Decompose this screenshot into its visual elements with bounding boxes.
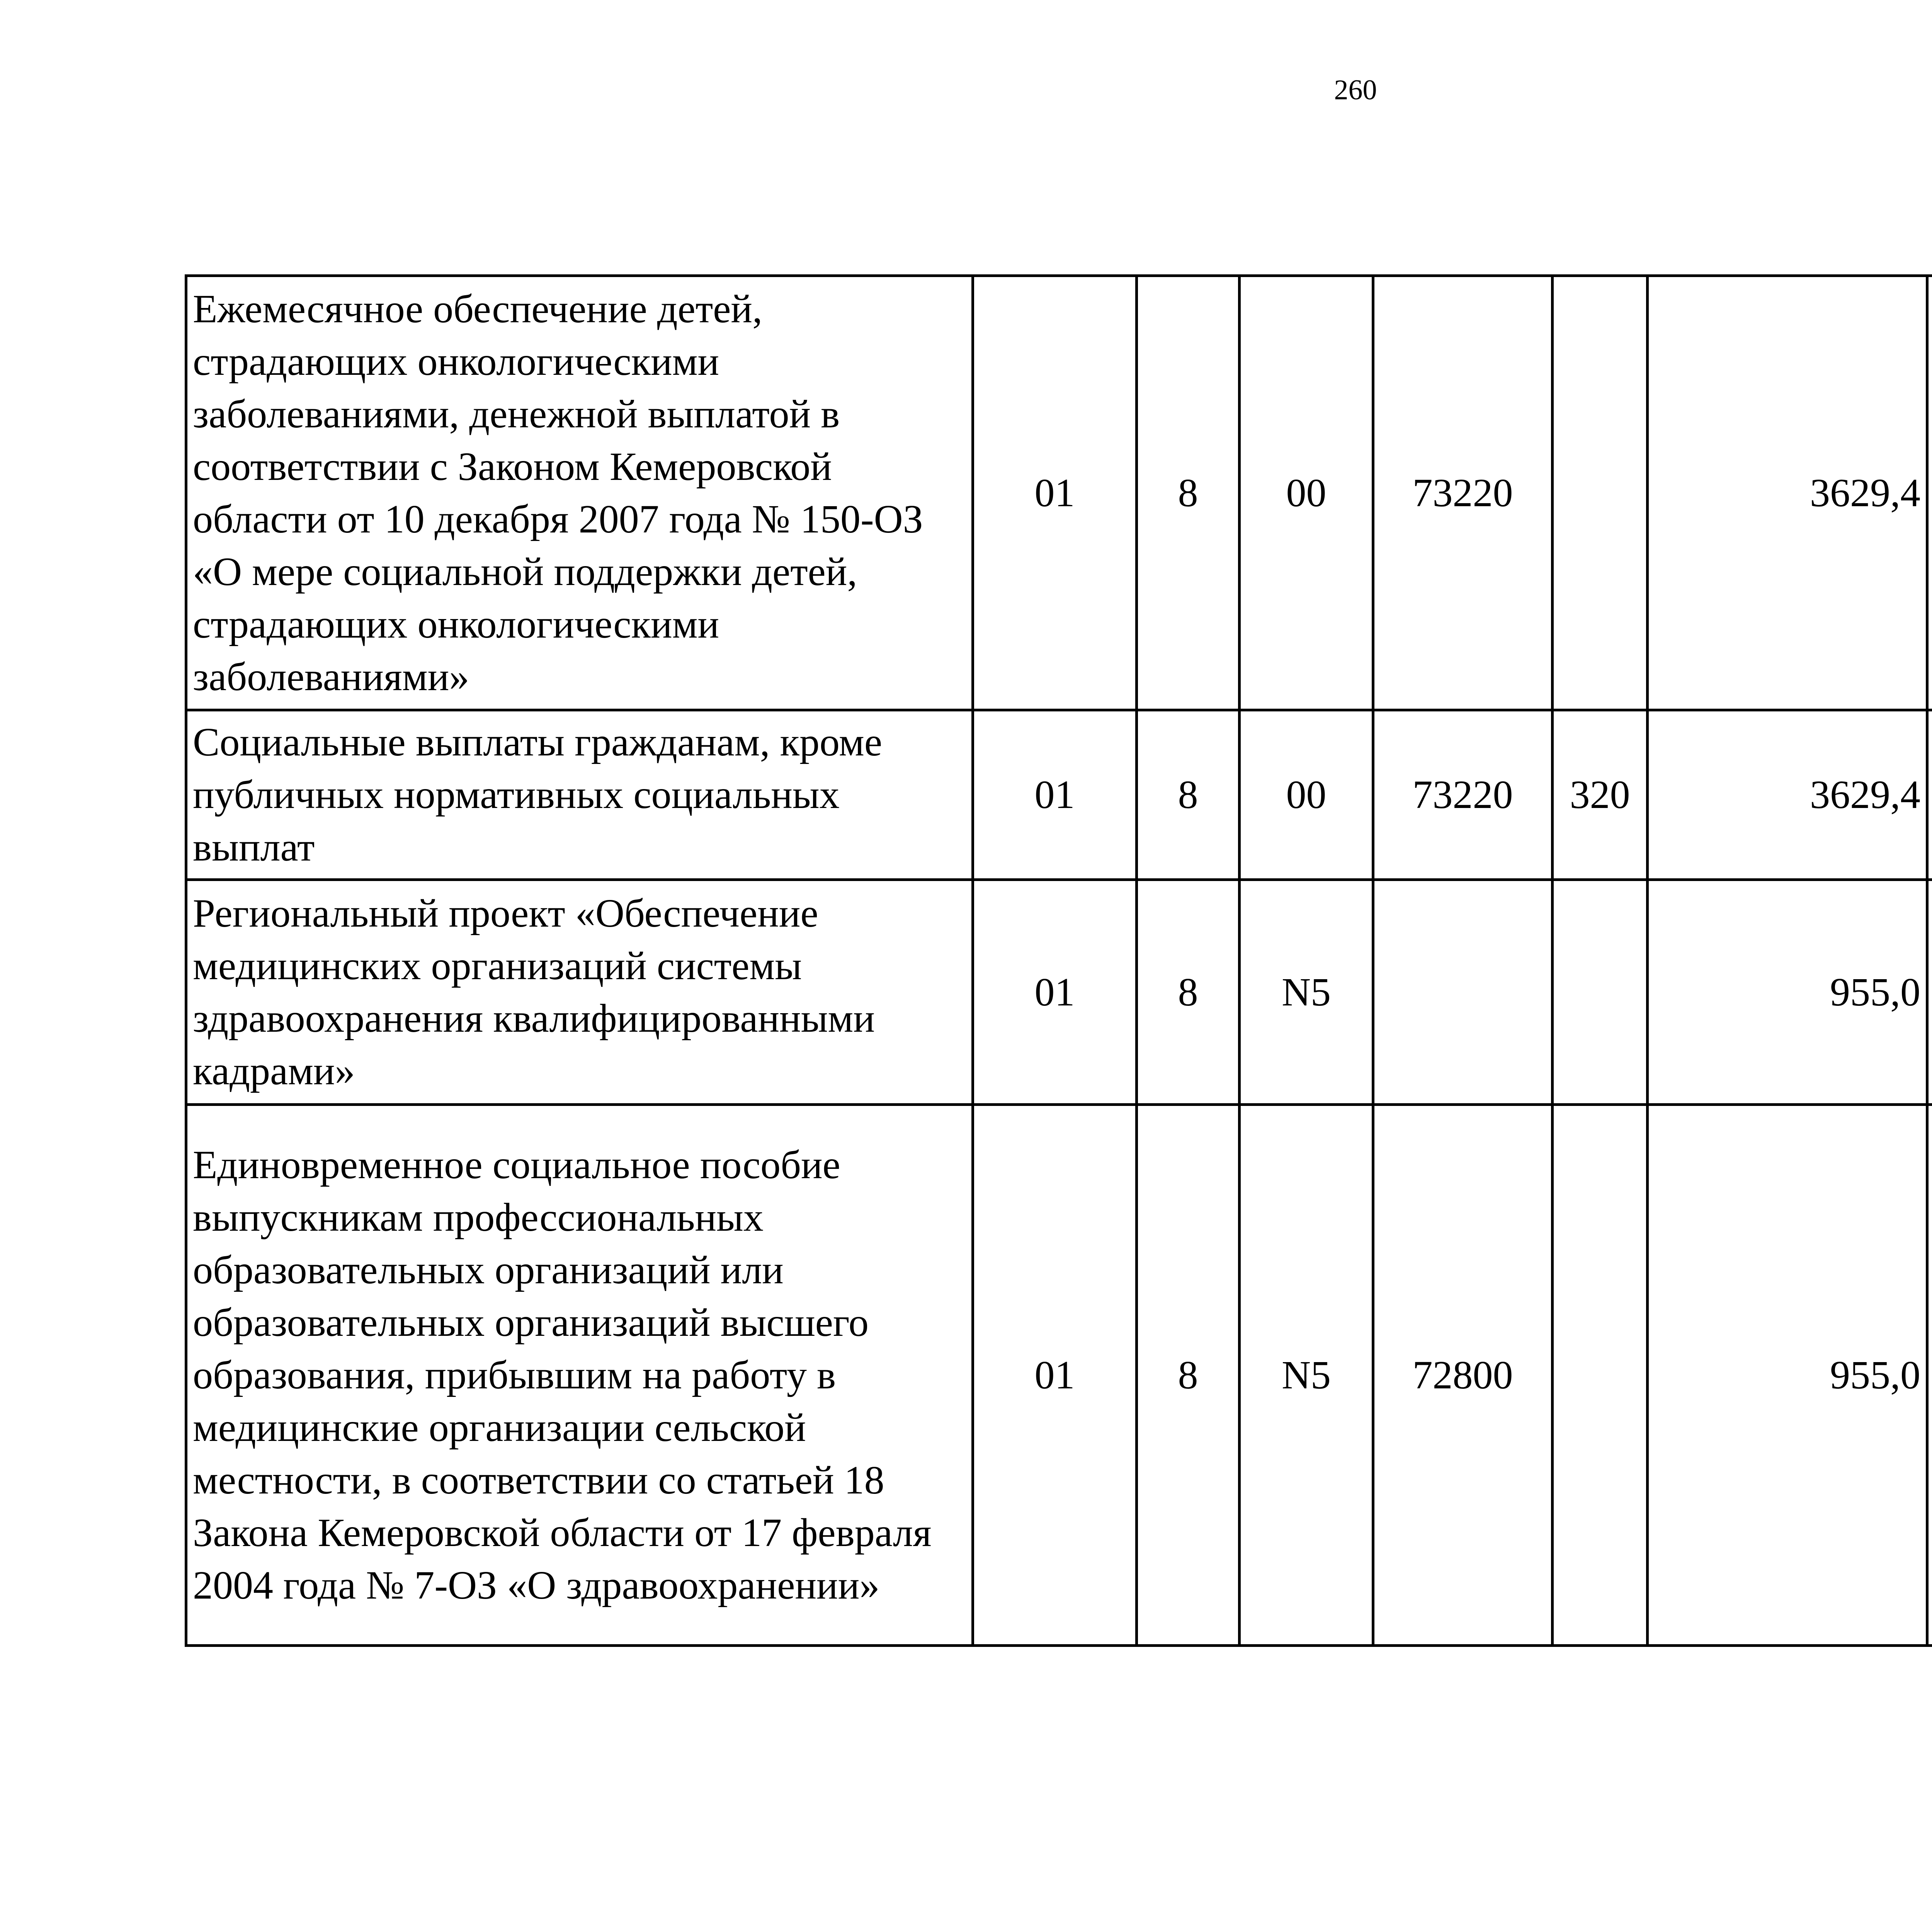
table-row	[186, 880, 1932, 1105]
sum-year-2-cell	[1927, 710, 1932, 880]
budget-table	[185, 274, 1932, 1647]
sum-year-1-cell: 955,0	[1648, 880, 1927, 1105]
program-code-cell: 01	[973, 276, 1137, 710]
sum-year-2-cell	[1927, 1105, 1932, 1646]
direction-code-cell: 73220	[1373, 710, 1553, 880]
sum-year-1-cell: 3629,4	[1648, 710, 1927, 880]
row-name-cell: Региональный проект «Обеспечение медицинских организаций системы здравоохранения квалифицированными кадрами»	[186, 880, 973, 1105]
event-code-cell: 00	[1240, 710, 1373, 880]
sum-year-2-cell	[1927, 880, 1932, 1105]
row-name-cell: Единовременное социальное пособие выпускникам профессиональных образовательных организаций или образовательных организаций высшего образования, прибывшим на работу в медицинские организации сельской местности, в соответствии со статьей 18 Закона Кемеровской области от 17 февраля 2004 года № 7-ОЗ «О здравоохранении»	[186, 1105, 973, 1646]
sum-year-1-cell: 3629,4	[1648, 276, 1927, 710]
subprogram-code-cell: 8	[1137, 710, 1240, 880]
page-number: 260	[1334, 74, 1377, 106]
expense-type-cell: 320	[1553, 710, 1648, 880]
expense-type-cell	[1553, 276, 1648, 710]
direction-code-cell: 73220	[1373, 276, 1553, 710]
row-name-cell: Социальные выплаты гражданам, кроме публичных нормативных социальных выплат	[186, 710, 973, 880]
event-code-cell: N5	[1240, 1105, 1373, 1646]
subprogram-code-cell: 8	[1137, 276, 1240, 710]
event-code-cell: N5	[1240, 880, 1373, 1105]
expense-type-cell	[1553, 880, 1648, 1105]
program-code-cell: 01	[973, 880, 1137, 1105]
sum-year-2-cell	[1927, 276, 1932, 710]
row-name-cell: Ежемесячное обеспечение детей, страдающих онкологическими заболеваниями, денежной выплатой в соответствии с Законом Кемеровской области от 10 декабря 2007 года № 150-ОЗ «О мере социальной поддержки детей, страдающих онкологическими заболеваниями»	[186, 276, 973, 710]
table-row	[186, 276, 1932, 710]
subprogram-code-cell: 8	[1137, 1105, 1240, 1646]
direction-code-cell: 72800	[1373, 1105, 1553, 1646]
program-code-cell: 01	[973, 1105, 1137, 1646]
direction-code-cell	[1373, 880, 1553, 1105]
table-row	[186, 1105, 1932, 1646]
table-row	[186, 710, 1932, 880]
event-code-cell: 00	[1240, 276, 1373, 710]
program-code-cell: 01	[973, 710, 1137, 880]
subprogram-code-cell: 8	[1137, 880, 1240, 1105]
sum-year-1-cell: 955,0	[1648, 1105, 1927, 1646]
expense-type-cell	[1553, 1105, 1648, 1646]
